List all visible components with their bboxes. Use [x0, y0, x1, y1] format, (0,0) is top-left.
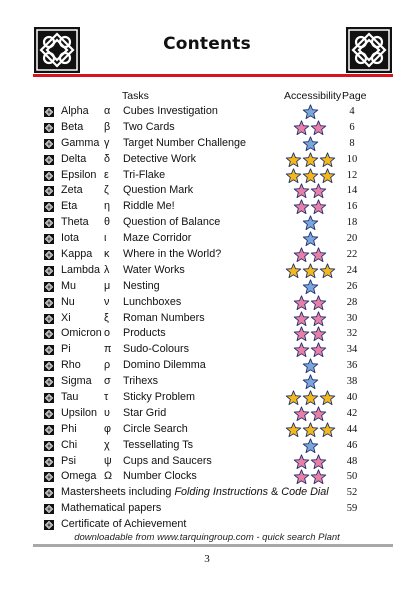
page-ref: 16	[346, 201, 358, 213]
task-title: Riddle Me!	[123, 200, 175, 213]
accessibility-star-icon	[302, 231, 319, 247]
knot-bullet-icon	[44, 377, 54, 387]
greek-letter-symbol: Ω	[104, 470, 113, 483]
accessibility-rating	[282, 247, 338, 263]
knot-bullet-icon	[44, 123, 54, 133]
greek-letter-name: Psi	[61, 454, 76, 467]
task-title: Roman Numbers	[123, 311, 205, 324]
greek-letter-name: Theta	[61, 216, 89, 229]
accessibility-star-icon	[285, 152, 302, 168]
accessibility-star-icon	[293, 183, 310, 199]
task-title: Question Mark	[123, 184, 194, 197]
knot-bullet-icon	[44, 250, 54, 260]
greek-letter-name: Gamma	[61, 136, 100, 149]
contents-row	[0, 104, 414, 120]
greek-letter-symbol: θ	[104, 216, 111, 229]
knot-bullet-icon	[44, 345, 54, 355]
greek-letter-name: Rho	[61, 359, 81, 372]
knot-bullet-icon	[44, 218, 54, 228]
extra-title: Mathematical papers	[61, 502, 162, 515]
greek-letter-symbol: δ	[104, 152, 111, 165]
greek-letter-symbol: μ	[104, 279, 111, 292]
knot-bullet-icon	[44, 393, 54, 403]
greek-letter-symbol: π	[104, 343, 112, 356]
task-title: Two Cards	[123, 120, 175, 133]
contents-row	[0, 469, 414, 485]
accessibility-star-icon	[310, 199, 327, 215]
accessibility-star-icon	[293, 406, 310, 422]
accessibility-rating	[282, 406, 338, 422]
accessibility-star-icon	[310, 311, 327, 327]
contents-row	[0, 279, 414, 295]
greek-letter-symbol: β	[104, 120, 111, 133]
greek-letter-name: Zeta	[61, 184, 83, 197]
accessibility-rating	[282, 279, 338, 295]
greek-letter-name: Sigma	[61, 375, 92, 388]
accessibility-star-icon	[293, 342, 310, 358]
knot-bullet-icon	[44, 202, 54, 212]
greek-letter-name: Nu	[61, 295, 75, 308]
accessibility-star-icon	[293, 469, 310, 485]
page-ref: 34	[346, 344, 358, 356]
greek-letter-name: Lambda	[61, 263, 101, 276]
page-ref: 36	[346, 360, 358, 372]
accessibility-rating	[282, 136, 338, 152]
greek-letter-symbol: ε	[104, 168, 109, 181]
page-ref: 50	[346, 471, 358, 483]
contents-row	[0, 358, 414, 374]
page-ref: 24	[346, 264, 358, 276]
task-title: Products	[123, 327, 166, 340]
accessibility-rating	[282, 104, 338, 120]
page-ref: 48	[346, 455, 358, 467]
greek-letter-name: Delta	[61, 152, 87, 165]
footer-divider	[33, 544, 393, 547]
download-note: downloadable from www.tarquingroup.com - quick search Plant	[74, 532, 340, 543]
greek-letter-symbol: ν	[104, 295, 110, 308]
accessibility-star-icon	[302, 390, 319, 406]
accessibility-star-icon	[319, 168, 336, 184]
task-title: Cups and Saucers	[123, 454, 212, 467]
contents-row	[0, 247, 414, 263]
accessibility-star-icon	[310, 406, 327, 422]
accessibility-star-icon	[310, 342, 327, 358]
page-number: 3	[204, 553, 210, 565]
knot-bullet-icon	[44, 520, 54, 530]
accessibility-star-icon	[302, 215, 319, 231]
greek-letter-symbol: ζ	[104, 184, 109, 197]
greek-letter-name: Beta	[61, 120, 84, 133]
accessibility-star-icon	[293, 247, 310, 263]
knot-bullet-icon	[44, 298, 54, 308]
accessibility-star-icon	[293, 326, 310, 342]
knot-bullet-icon	[44, 186, 54, 196]
contents-extra-row	[0, 517, 414, 533]
accessibility-rating	[282, 390, 338, 406]
greek-letter-symbol: τ	[104, 391, 109, 404]
page-ref: 22	[346, 249, 358, 261]
contents-row	[0, 422, 414, 438]
task-title: Domino Dilemma	[123, 359, 206, 372]
accessibility-star-icon	[293, 199, 310, 215]
greek-letter-symbol: ξ	[104, 311, 109, 324]
contents-list	[0, 104, 414, 533]
accessibility-star-icon	[302, 422, 319, 438]
page-ref: 52	[346, 487, 358, 499]
accessibility-rating	[282, 422, 338, 438]
task-title: Star Grid	[123, 406, 167, 419]
contents-row	[0, 374, 414, 390]
knot-bullet-icon	[44, 504, 54, 514]
greek-letter-name: Iota	[61, 232, 80, 245]
task-title: Number Clocks	[123, 470, 197, 483]
accessibility-star-icon	[319, 422, 336, 438]
contents-row	[0, 215, 414, 231]
contents-extra-row	[0, 501, 414, 517]
greek-letter-symbol: φ	[104, 422, 112, 435]
accessibility-rating	[282, 342, 338, 358]
page-ref: 28	[346, 296, 358, 308]
contents-row	[0, 168, 414, 184]
accessibility-star-icon	[285, 422, 302, 438]
accessibility-rating	[282, 215, 338, 231]
contents-row	[0, 231, 414, 247]
task-title: Maze Corridor	[123, 232, 192, 245]
page-ref: 42	[346, 407, 358, 419]
accessibility-rating	[282, 358, 338, 374]
greek-letter-name: Kappa	[61, 248, 93, 261]
accessibility-star-icon	[302, 358, 319, 374]
accessibility-star-icon	[310, 120, 327, 136]
greek-letter-name: Eta	[61, 200, 78, 213]
accessibility-star-icon	[285, 263, 302, 279]
accessibility-star-icon	[319, 263, 336, 279]
accessibility-star-icon	[310, 247, 327, 263]
contents-row	[0, 263, 414, 279]
greek-letter-symbol: ψ	[104, 454, 112, 467]
greek-letter-name: Pi	[61, 343, 71, 356]
greek-letter-name: Mu	[61, 279, 76, 292]
accessibility-rating	[282, 152, 338, 168]
task-title: Detective Work	[123, 152, 197, 165]
greek-letter-name: Tau	[61, 391, 79, 404]
contents-row	[0, 152, 414, 168]
greek-letter-name: Alpha	[61, 105, 89, 117]
accessibility-rating	[282, 454, 338, 470]
accessibility-star-icon	[293, 311, 310, 327]
task-title: Water Works	[123, 263, 185, 276]
accessibility-rating	[282, 231, 338, 247]
contents-row	[0, 295, 414, 311]
header-page: Page	[342, 90, 367, 102]
accessibility-star-icon	[310, 183, 327, 199]
contents-row	[0, 390, 414, 406]
contents-row	[0, 136, 414, 152]
knot-bullet-icon	[44, 329, 54, 339]
accessibility-rating	[282, 120, 338, 136]
accessibility-rating	[282, 199, 338, 215]
greek-letter-symbol: υ	[104, 406, 110, 419]
contents-extra-row	[0, 485, 414, 501]
knot-bullet-icon	[44, 266, 54, 276]
accessibility-star-icon	[285, 168, 302, 184]
greek-letter-symbol: η	[104, 200, 111, 213]
greek-letter-symbol: κ	[104, 248, 110, 261]
greek-letter-name: Chi	[61, 438, 78, 451]
page-ref: 18	[346, 217, 358, 229]
accessibility-rating	[282, 263, 338, 279]
accessibility-star-icon	[293, 454, 310, 470]
greek-letter-name: Omicron	[61, 327, 102, 340]
greek-letter-symbol: σ	[104, 375, 111, 388]
greek-letter-name: Upsilon	[61, 406, 98, 419]
accessibility-rating	[282, 438, 338, 454]
page-ref: 10	[346, 153, 358, 165]
accessibility-star-icon	[285, 390, 302, 406]
knot-bullet-icon	[44, 155, 54, 165]
accessibility-star-icon	[302, 279, 319, 295]
task-title: Nesting	[123, 279, 160, 292]
knot-bullet-icon	[44, 107, 54, 117]
page-ref: 38	[346, 376, 358, 388]
page-ref: 59	[346, 503, 358, 515]
knot-bullet-icon	[44, 409, 54, 419]
accessibility-star-icon	[319, 390, 336, 406]
contents-row	[0, 406, 414, 422]
page-ref: 14	[346, 185, 358, 197]
extra-title: Certificate of Achievement	[61, 518, 187, 531]
accessibility-star-icon	[302, 168, 319, 184]
task-title: Sudo-Colours	[123, 343, 190, 356]
knot-bullet-icon	[44, 457, 54, 467]
accessibility-star-icon	[302, 263, 319, 279]
knot-bullet-icon	[44, 282, 54, 292]
page-ref: 4	[349, 106, 355, 117]
accessibility-rating	[282, 326, 338, 342]
task-title: Circle Search	[123, 422, 188, 435]
greek-letter-symbol: ρ	[104, 359, 111, 372]
greek-letter-symbol: λ	[104, 263, 110, 276]
contents-row	[0, 438, 414, 454]
contents-row	[0, 326, 414, 342]
page-ref: 8	[349, 137, 355, 149]
accessibility-star-icon	[302, 374, 319, 390]
page-ref: 30	[346, 312, 358, 324]
knot-bullet-icon	[44, 441, 54, 451]
task-title: Tri-Flake	[123, 168, 166, 181]
knot-bullet-icon	[44, 234, 54, 244]
greek-letter-symbol: ο	[104, 327, 111, 340]
knot-bullet-icon	[44, 314, 54, 324]
greek-letter-symbol: χ	[104, 438, 110, 451]
accessibility-rating	[282, 295, 338, 311]
page-ref: 6	[349, 121, 355, 133]
contents-row	[0, 311, 414, 327]
task-title: Target Number Challenge	[123, 136, 247, 149]
accessibility-star-icon	[310, 454, 327, 470]
header-tasks: Tasks	[122, 90, 149, 102]
greek-letter-name: Xi	[61, 311, 71, 324]
page-ref: 12	[346, 169, 358, 181]
accessibility-star-icon	[302, 438, 319, 454]
contents-row	[0, 454, 414, 470]
extra-title: Mastersheets including Folding Instructions & Code Dial	[61, 486, 329, 499]
page-ref: 32	[346, 328, 358, 340]
accessibility-star-icon	[302, 152, 319, 168]
task-title: Tessellating Ts	[123, 438, 194, 451]
contents-row	[0, 199, 414, 215]
header-accessibility: Accessibility	[284, 90, 342, 102]
task-title: Where in the World?	[123, 248, 222, 261]
knot-bullet-icon	[44, 425, 54, 435]
accessibility-star-icon	[319, 152, 336, 168]
contents-row	[0, 342, 414, 358]
task-title: Lunchboxes	[123, 295, 182, 308]
page-ref: 44	[346, 423, 358, 435]
accessibility-star-icon	[310, 469, 327, 485]
greek-letter-symbol: α	[104, 105, 111, 117]
knot-bullet-icon	[44, 472, 54, 482]
page-ref: 40	[346, 392, 358, 404]
accessibility-rating	[282, 168, 338, 184]
contents-row	[0, 183, 414, 199]
accessibility-star-icon	[302, 104, 319, 120]
accessibility-rating	[282, 183, 338, 199]
accessibility-rating	[282, 311, 338, 327]
task-title: Question of Balance	[123, 216, 221, 229]
task-title: Trihexs	[123, 375, 158, 388]
task-title: Sticky Problem	[123, 391, 195, 404]
greek-letter-name: Omega	[61, 470, 97, 483]
knot-bullet-icon	[44, 171, 54, 181]
accessibility-rating	[282, 469, 338, 485]
greek-letter-name: Phi	[61, 422, 77, 435]
accessibility-star-icon	[310, 295, 327, 311]
accessibility-rating	[282, 374, 338, 390]
contents-row	[0, 120, 414, 136]
accessibility-star-icon	[302, 136, 319, 152]
accessibility-star-icon	[293, 295, 310, 311]
page-ref: 26	[346, 280, 358, 292]
accessibility-star-icon	[310, 326, 327, 342]
greek-letter-name: Epsilon	[61, 168, 97, 181]
knot-bullet-icon	[44, 361, 54, 371]
page-ref: 20	[346, 233, 358, 245]
accessibility-star-icon	[293, 120, 310, 136]
page-title: Contents	[163, 34, 251, 54]
knot-bullet-icon	[44, 488, 54, 498]
greek-letter-symbol: γ	[104, 136, 110, 149]
greek-letter-symbol: ι	[104, 232, 107, 245]
task-title: Cubes Investigation	[123, 105, 218, 117]
title-divider	[33, 74, 393, 77]
page-ref: 46	[346, 439, 358, 451]
knot-bullet-icon	[44, 139, 54, 149]
